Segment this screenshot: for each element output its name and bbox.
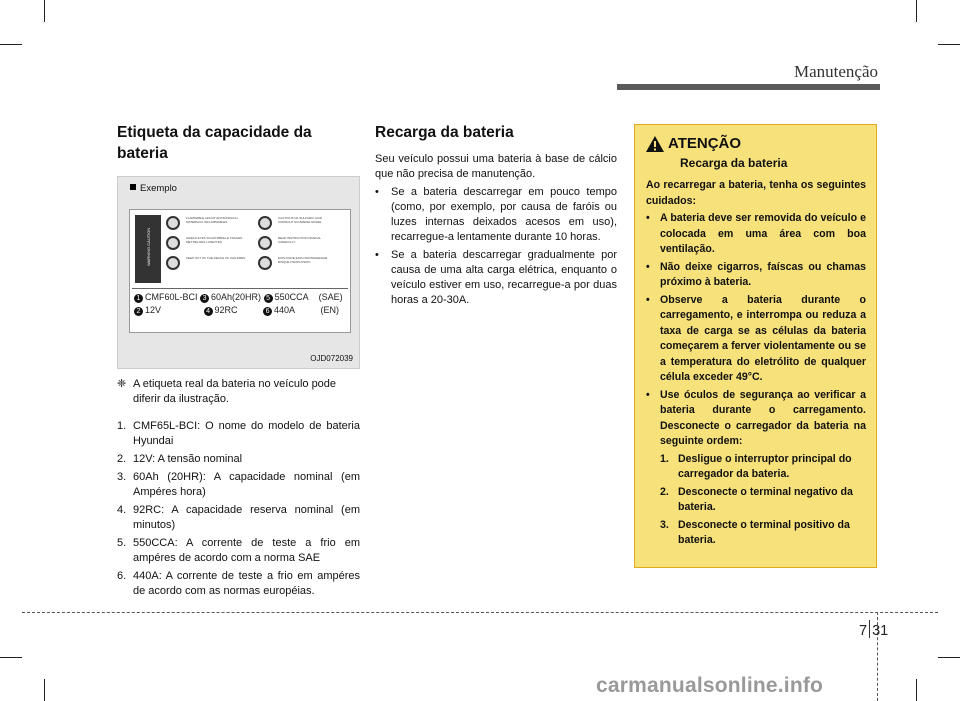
- bullet-item: [375, 248, 617, 308]
- bullet-icon: •: [646, 212, 650, 224]
- recharge-heading: Recarga da bateria: [375, 124, 514, 141]
- warning-subtitle: Recarga da bateria: [680, 156, 788, 170]
- list-item: [117, 452, 360, 467]
- spec-en: 440A: [274, 305, 296, 315]
- warning-intro: Ao recarregar a bateria, tenha os seguintes cuidados:: [646, 179, 866, 207]
- crop-mark: [44, 679, 45, 701]
- page-number-value: 31: [872, 623, 889, 639]
- bullet-icon: •: [646, 388, 650, 401]
- spec-number: 3: [200, 294, 209, 303]
- warning-bullet-text: Observe a bateria durante o carregamento, e interrompa ou reduza a taxa de carga se as células da bateria começarem a ferver violentamente ou se a temperatura do eletrólito de qualquer célula exceder 49°C.: [660, 293, 866, 383]
- list-item: [117, 419, 360, 449]
- step-number: 3.: [660, 518, 669, 531]
- label-item-list: [117, 419, 360, 599]
- list-item-text: 440A: A corrente de teste a frio em ampéres de acordo com as normas européias.: [133, 570, 360, 597]
- watermark: carmanualsonline.info: [596, 674, 824, 697]
- list-item-text: 550CCA: A corrente de teste a frio em ampéres de acordo com a norma SAE: [133, 537, 360, 564]
- list-item: [117, 470, 360, 500]
- step-number: 1.: [660, 452, 669, 465]
- note-symbol-icon: ❈: [117, 378, 127, 390]
- spec-cca: 550CCA: [274, 292, 309, 302]
- figure-caption-text: Exemplo: [140, 183, 177, 194]
- sticker-divider: [132, 288, 348, 289]
- spec-number: 6: [263, 307, 272, 316]
- list-item: [117, 536, 360, 566]
- spec-number: 4: [204, 307, 213, 316]
- sticker-fine-print: KEEP OUT OF THE REACH OF CHILDREN: [186, 256, 246, 260]
- page-separator: [869, 620, 870, 638]
- page-number: [859, 620, 888, 639]
- bullet-item: [375, 185, 617, 245]
- warning-bullet: [646, 260, 866, 291]
- header-section-title: Manutenção: [793, 62, 878, 81]
- warning-step: [660, 485, 866, 516]
- left-column: [117, 122, 360, 602]
- step-number: 2.: [660, 485, 669, 498]
- warning-header: [646, 135, 866, 152]
- figure-caption: [130, 183, 177, 194]
- no-flame-icon: [166, 216, 180, 230]
- battery-label-heading: Etiqueta da capacidade da bateria: [117, 124, 312, 162]
- step-text: Desconecte o terminal negativo da bateria.: [678, 485, 853, 513]
- list-item-number: 5.: [117, 537, 127, 549]
- crop-mark: [44, 0, 45, 22]
- spec-number: 1: [134, 294, 143, 303]
- bullet-icon: •: [375, 186, 379, 198]
- bullet-icon: •: [646, 293, 650, 306]
- warning-bullet-text: A bateria deve ser removida do veículo e colocada em uma área com boa ventilação.: [660, 212, 866, 255]
- spec-capacity: 60Ah(20HR): [211, 292, 262, 302]
- list-item-text: 12V: A tensão nominal: [133, 453, 243, 465]
- crop-mark: [916, 0, 917, 22]
- list-item-number: 2.: [117, 453, 127, 465]
- crop-mark: [938, 44, 960, 45]
- warning-title: ATENÇÃO: [668, 135, 742, 152]
- battery-label-sticker: [129, 209, 351, 333]
- list-item-number: 1.: [117, 420, 127, 432]
- warning-box: [634, 124, 877, 568]
- warning-bullet-text: Use óculos de segurança ao verificar a bateria durante o carregamento. Desconecte o carregador da bateria na seguinte ordem:: [660, 388, 866, 447]
- crop-mark: [938, 657, 960, 658]
- sticker-fine-print: SHIELD EYES SCHUTZBRILLE TRAGEN METTRE DES LUNETTES: [186, 236, 243, 244]
- explosion-icon: [258, 256, 272, 270]
- spec-reserve: 92RC: [214, 305, 238, 315]
- note-text: A etiqueta real da bateria no veículo pode diferir da ilustração.: [133, 378, 337, 405]
- spec-number: 2: [134, 307, 143, 316]
- list-item-number: 4.: [117, 504, 127, 516]
- list-item: [117, 569, 360, 599]
- list-item-text: 92RC: A capacidade reserva nominal (em minutos): [133, 504, 360, 531]
- warning-bullet: [646, 388, 866, 450]
- illustration-note: [117, 377, 360, 407]
- list-item: [117, 503, 360, 533]
- sticker-fine-print: READ INSTRUCTION MANUAL CAREFULLY: [278, 236, 321, 244]
- warning-bullet-text: Não deixe cigarros, faíscas ou chamas próximo à bateria.: [660, 260, 866, 288]
- warning-bullet: [646, 293, 866, 386]
- square-bullet-icon: [130, 184, 136, 190]
- spec-model: CMF60L-BCI: [145, 292, 198, 302]
- manual-icon: [258, 236, 272, 250]
- warning-step: [660, 518, 866, 549]
- spec-voltage: 12V: [145, 305, 162, 315]
- spec-row-1: [134, 292, 343, 303]
- step-text: Desconecte o terminal positivo da bateria.: [678, 518, 850, 546]
- sticker-fine-print: EXPLOSIVE EXPLOSIONSGEFAHR RISQUE D'EXPLOSION: [278, 256, 328, 264]
- middle-column: [375, 122, 617, 308]
- child-icon: [166, 256, 180, 270]
- spec-row-2: [134, 305, 339, 316]
- list-item-number: 3.: [117, 471, 127, 483]
- crop-mark: [916, 679, 917, 701]
- footer-dashed-line: [22, 612, 938, 613]
- header-bar: [617, 84, 880, 90]
- spec-standard-en: (EN): [320, 305, 340, 315]
- sticker-fine-print: FLAMMABLE LEICHT ENTZÜNDLICH MATERIAUX INFLAMMABLES: [186, 216, 238, 224]
- warning-triangle-icon: [646, 136, 664, 152]
- sticker-warning-strip: WARNING CAUTION: [135, 215, 161, 283]
- list-item-text: 60Ah (20HR): A capacidade nominal (em Ampéres hora): [133, 471, 360, 498]
- figure-code: OJD072039: [310, 354, 353, 363]
- battery-label-figure: [117, 176, 360, 369]
- chapter-number: 7: [859, 623, 868, 639]
- crop-mark: [0, 44, 22, 45]
- recharge-intro: Seu veículo possui uma bateria à base de cálcio que não precisa de manutenção.: [375, 153, 617, 180]
- spec-number: 5: [264, 294, 273, 303]
- bullet-text: Se a bateria descarregar gradualmente por causa de uma alta carga elétrica, enquanto o veículo estiver em uso, recarregue-a por duas horas a 20-30A.: [391, 249, 617, 306]
- bullet-text: Se a bateria descarregar em pouco tempo (como, por exemplo, por causa de faróis ou luzes internas deixados acesos em uso), recarregue-a lentamente durante 10 horas.: [391, 186, 617, 243]
- bullet-icon: •: [646, 260, 650, 273]
- spec-standard-sae: (SAE): [318, 292, 343, 302]
- sticker-fine-print: CAUTIOUS OF SULFURIC ACID VORSICHT SCHWEFELSÄURE: [278, 216, 323, 224]
- list-item-text: CMF65L-BCI: O nome do modelo de bateria Hyundai: [133, 420, 360, 447]
- step-text: Desligue o interruptor principal do carregador da bateria.: [678, 452, 852, 480]
- crop-mark: [0, 657, 22, 658]
- warning-bullet: [646, 211, 866, 258]
- bullet-icon: •: [375, 249, 379, 261]
- warning-step: [660, 452, 866, 483]
- acid-icon: [258, 216, 272, 230]
- list-item-number: 6.: [117, 570, 127, 582]
- eye-protection-icon: [166, 236, 180, 250]
